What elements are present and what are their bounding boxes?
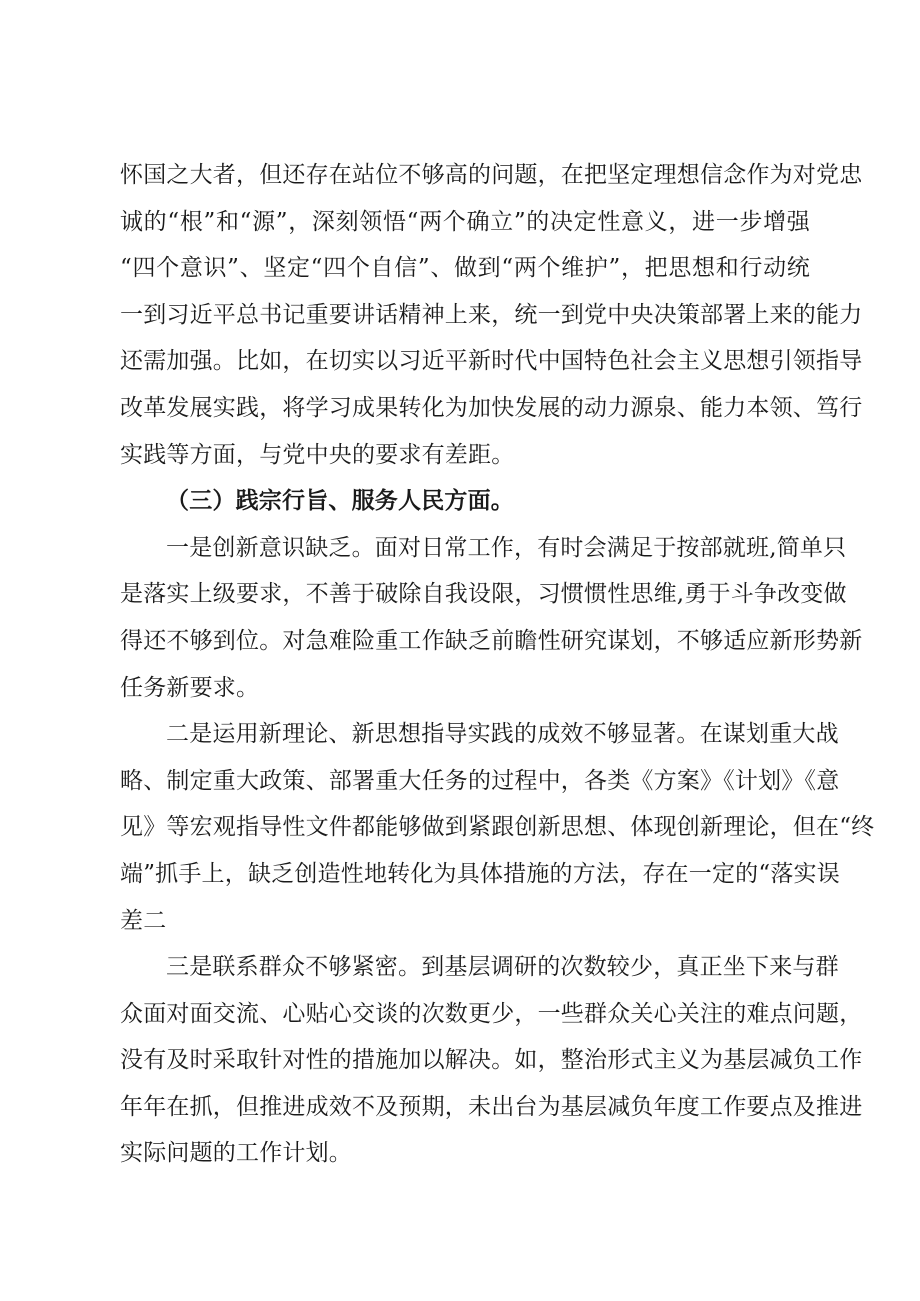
text-line: 差二 bbox=[120, 907, 167, 934]
section-heading: （三）践宗行旨、服务人民方面。 bbox=[166, 487, 514, 515]
paragraph-theory-practice bbox=[120, 711, 875, 944]
text-line: 一到习近平总书记重要讲话精神上来，统一到党中央决策部署上来的能力 bbox=[120, 301, 863, 328]
text-line: 众面对面交流、心贴心交谈的次数更少，一些群众关心关注的难点问题， bbox=[120, 1000, 863, 1027]
paragraph-innovation bbox=[120, 525, 863, 711]
paragraph-masses bbox=[120, 944, 863, 1177]
paragraph-ideals bbox=[120, 152, 863, 478]
text-line: 实际问题的工作计划。 bbox=[120, 1140, 352, 1167]
text-line: 还需加强。比如，在切实以习近平新时代中国特色社会主义思想引领指导 bbox=[120, 348, 863, 375]
text-line: 略、制定重大政策、部署重大任务的过程中，各类《方案》《计划》《意 bbox=[120, 767, 840, 794]
text-line: “四个意识”、坚定“四个自信”、做到“两个维护”，把思想和行动统 bbox=[120, 255, 810, 282]
text-line: 见》等宏观指导性文件都能够做到紧跟创新思想、体现创新理论，但在“终 bbox=[120, 814, 875, 841]
text-line: 没有及时采取针对性的措施加以解决。如，整治形式主义为基层减负工作 bbox=[120, 1047, 863, 1074]
text-line: 一是创新意识缺乏。面对日常工作，有时会满足于按部就班,简单只 bbox=[166, 534, 847, 561]
text-line: 端”抓手上，缺乏创造性地转化为具体措施的方法，存在一定的“落实误 bbox=[120, 860, 840, 887]
text-line: 是落实上级要求，不善于破除自我设限，习惯惯性思维,勇于斗争改变做 bbox=[120, 581, 847, 608]
text-line: 得还不够到位。对急难险重工作缺乏前瞻性研究谋划，不够适应新形势新 bbox=[120, 627, 863, 654]
text-line: 任务新要求。 bbox=[120, 674, 260, 701]
text-line: 三是联系群众不够紧密。到基层调研的次数较少，真正坐下来与群 bbox=[166, 954, 839, 981]
text-line: 实践等方面，与党中央的要求有差距。 bbox=[120, 441, 515, 468]
text-line: 改革发展实践，将学习成果转化为加快发展的动力源泉、能力本领、笃行 bbox=[120, 394, 863, 421]
text-line: 年年在抓，但推进成效不及预期，未出台为基层减负年度工作要点及推进 bbox=[120, 1093, 863, 1120]
text-line: 二是运用新理论、新思想指导实践的成效不够显著。在谋划重大战 bbox=[166, 721, 839, 748]
document-page bbox=[120, 152, 875, 1177]
text-line: 怀国之大者，但还存在站位不够高的问题，在把坚定理想信念作为对党忠 bbox=[120, 162, 863, 188]
text-line: 诚的“根”和“源”，深刻领悟“两个确立”的决定性意义，进一步增强 bbox=[120, 208, 810, 235]
